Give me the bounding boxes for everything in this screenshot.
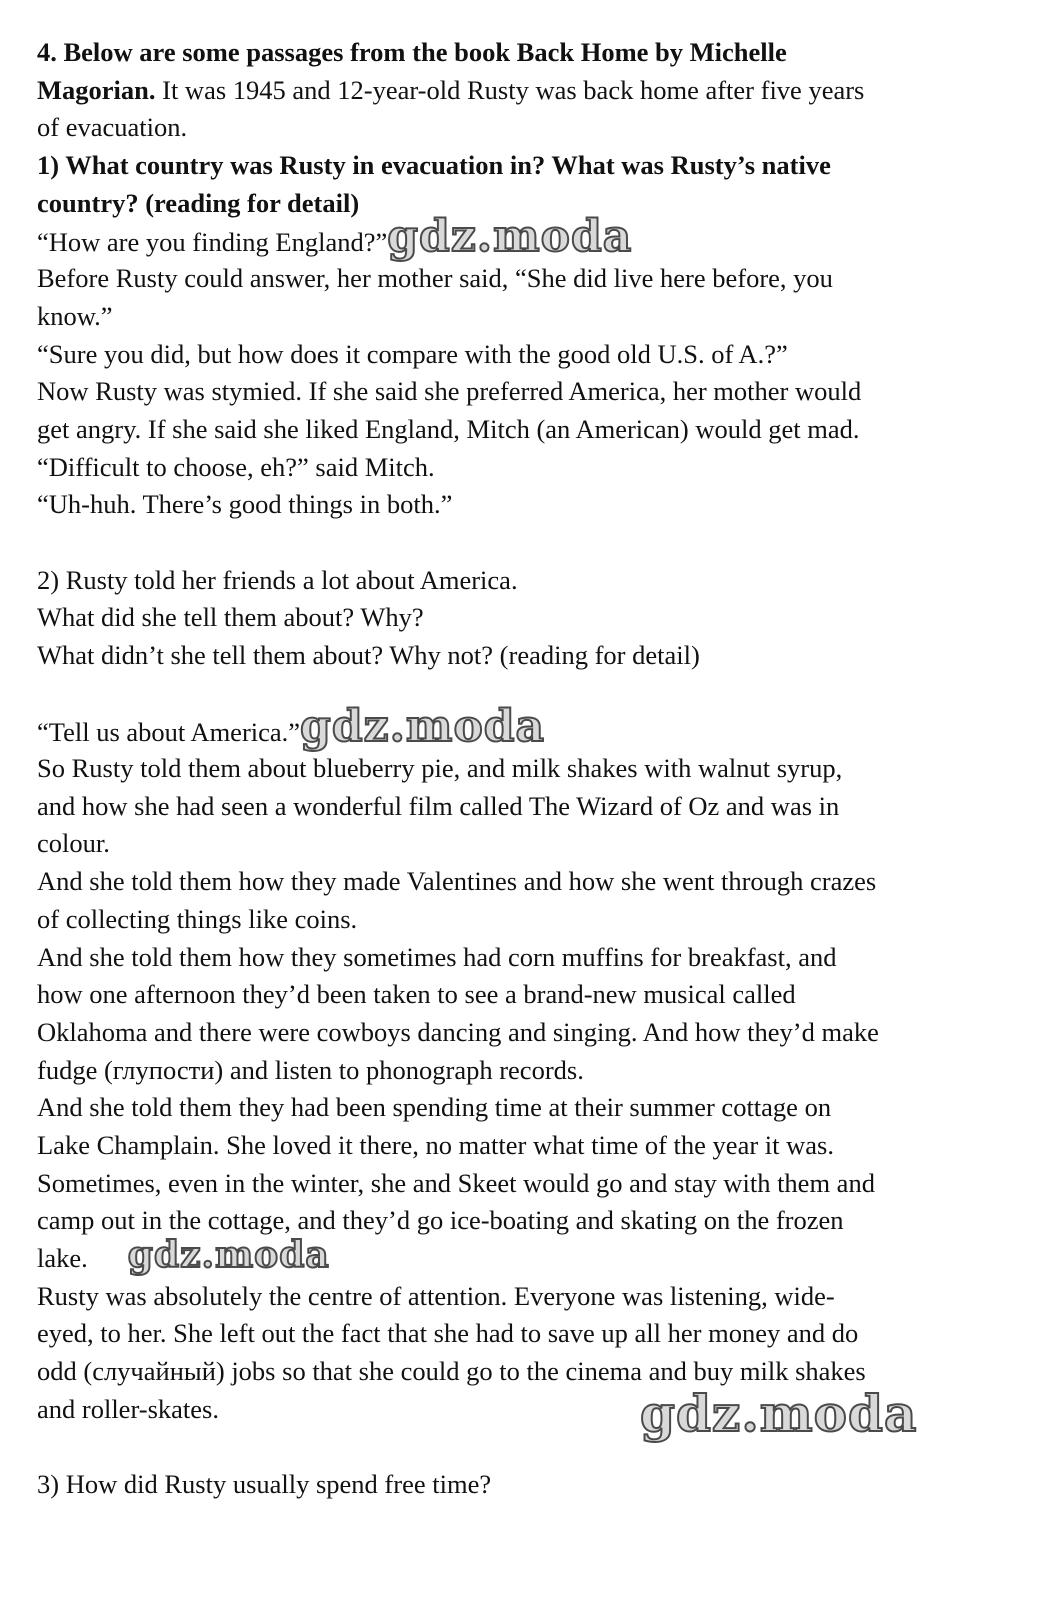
passage-2-line: So Rusty told them about blueberry pie, and milk shakes with walnut syrup, [37,753,843,784]
passage-1-line: get angry. If she said she liked England, Mitch (an American) would get mad. [37,413,860,444]
passage-2-line: eyed, to her. She left out the fact that she had to save up all her money and do [37,1318,859,1349]
passage-2-line: Lake Champlain. She loved it there, no matter what time of the year it was. [37,1129,834,1160]
watermark-logo: gdz.moda [127,1234,330,1276]
passage-1-line: Before Rusty could answer, her mother said, “She did live here before, you [37,263,833,294]
passage-2-line [37,1234,1027,1278]
passage-1-line: Now Rusty was stymied. If she said she preferred America, her mother would [37,376,862,407]
passage-2-line: fudge (глупости) and listen to phonograph records. [37,1054,584,1085]
passage-2-line: odd (случайный) jobs so that she could go to the cinema and buy milk shakes [37,1356,866,1387]
watermark-logo: gdz.moda [387,211,633,263]
watermark-logo: gdz.moda [640,1384,918,1443]
passage-2-line: and roller-skates. [37,1393,219,1424]
passage-2-line: and how she had seen a wonderful film called The Wizard of Oz and was in [37,790,840,821]
passage-2-text: “Tell us about America.” [37,717,301,748]
passage-2-line [37,701,1027,753]
passage-2-text: lake. [37,1243,88,1273]
passage-1-line [37,211,1027,263]
passage-2-line: And she told them they had been spending time at their summer cottage on [37,1092,832,1123]
passage-2-line: Oklahoma and there were cowboys dancing and singing. And how they’d make [37,1016,879,1047]
passage-1-line: “Difficult to choose, eh?” said Mitch. [37,451,435,482]
passage-2-line: colour. [37,828,110,859]
question-2-line: What didn’t she tell them about? Why not? (reading for detail) [37,640,700,670]
passage-2-line: Rusty was absolutely the centre of attention. Everyone was listening, wide- [37,1280,835,1311]
question-1-line-2: country? (reading for detail) [37,187,360,218]
passage-1-line: know.” [37,300,113,331]
passage-1-line: “Uh-huh. There’s good things in both.” [37,489,453,520]
watermark-logo: gdz.moda [300,701,546,753]
passage-2-line: of collecting things like coins. [37,903,358,934]
exercise-heading-line-2 [37,72,1027,110]
passage-2-line: And she told them how they made Valentines and how she went through crazes [37,866,877,897]
exercise-heading-author: Magorian. [37,74,156,105]
question-2-line: What did she tell them about? Why? [37,602,424,633]
question-3-line: 3) How did Rusty usually spend free time? [37,1469,492,1500]
document-page [37,34,1027,1504]
exercise-heading-line-1: 4. Below are some passages from the book Back Home by Michelle [37,37,787,67]
passage-2-line: camp out in the cottage, and they’d go ice-boating and skating on the frozen [37,1205,844,1236]
exercise-heading-context: It was 1945 and 12-year-old Rusty was back home after five years [155,74,865,105]
passage-2-line: how one afternoon they’d been taken to see a brand-new musical called [37,979,796,1010]
question-2-line: 2) Rusty told her friends a lot about America. [37,564,518,595]
passage-1-text: “How are you finding England?” [37,227,388,258]
spacer [37,524,1027,562]
passage-2-line: And she told them how they sometimes had corn muffins for breakfast, and [37,941,837,972]
exercise-heading-line-3: of evacuation. [37,112,188,143]
passage-1-line: “Sure you did, but how does it compare with the good old U.S. of A.?” [37,338,788,369]
passage-2-line: Sometimes, even in the winter, she and Skeet would go and stay with them and [37,1167,875,1198]
question-1-line-1: 1) What country was Rusty in evacuation in? What was Rusty’s native [37,150,831,181]
